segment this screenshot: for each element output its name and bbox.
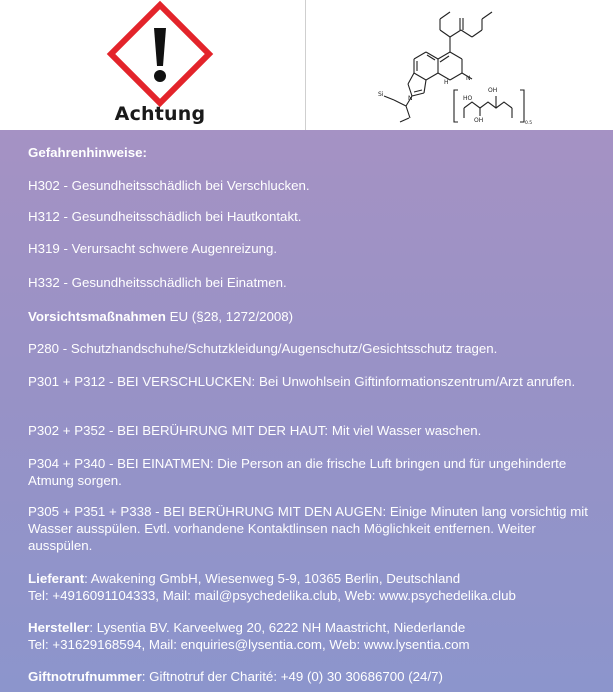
hazard-heading: Gefahrenhinweise: [28,145,147,160]
header-divider [305,0,306,130]
emergency-line [28,668,593,685]
svg-text:OH: OH [488,87,498,94]
hazard-statement: H332 - Gesundheitsschädlich bei Einatmen. [28,275,287,290]
structure-subscript: 0.5 [525,121,533,126]
supplier-line [28,570,593,587]
supplier-label: Lieferant [28,571,85,586]
precaution-statement: P305 + P351 + P338 - BEI BERÜHRUNG MIT DEN AUGEN: Einige Minuten lang vorsichtig mit Wasser ausspülen. Evtl. vorhandene Kontaktlinsen nach Möglichkeit entfernen. Weiter ausspülen. [28,504,588,553]
manufacturer-contact: Tel: +31629168594, Mail: enquiries@lysentia.com, Web: www.lysentia.com [28,637,470,652]
precaution-statement: P302 + P352 - BEI BERÜHRUNG MIT DER HAUT: Mit viel Wasser waschen. [28,423,482,438]
supplier-contact: Tel: +4916091104333, Mail: mail@psychedelika.club, Web: www.psychedelika.club [28,588,516,603]
precaution-statement: P301 + P312 - BEI VERSCHLUCKEN: Bei Unwohlsein Giftinformationszentrum/Arzt anrufen. [28,374,576,389]
exclamation-hazard-icon [108,2,212,106]
svg-text:N: N [408,95,413,102]
manufacturer-label: Hersteller [28,620,90,635]
emergency-number: : Giftnotruf der Charité: +49 (0) 30 30686700 (24/7) [141,669,443,684]
supplier-address: : Awakening GmbH, Wiesenweg 5-9, 10365 Berlin, Deutschland [84,571,461,586]
hazard-statement: H312 - Gesundheitsschädlich bei Hautkontakt. [28,209,302,224]
manufacturer-address: : Lysentia BV. Karveelweg 20, 6222 NH Maastricht, Niederlande [89,620,466,635]
precaution-statement: P280 - Schutzhandschuhe/Schutzkleidung/Augenschutz/Gesichtsschutz tragen. [28,341,498,356]
precaution-heading-bold: Vorsichtsmaßnahmen [28,309,166,324]
precaution-heading [28,308,593,325]
svg-text:N: N [466,75,471,82]
svg-text:Si: Si [378,91,384,98]
precaution-statement: P304 + P340 - BEI EINATMEN: Die Person an die frische Luft bringen und für ungehinderte Atmung sorgen. [28,456,567,488]
svg-text:H: H [444,79,449,86]
svg-text:OH: OH [474,117,484,124]
manufacturer-line [28,619,593,636]
precaution-heading-rest: EU (§28, 1272/2008) [165,309,294,324]
hazard-statement: H302 - Gesundheitsschädlich bei Verschlucken. [28,178,310,193]
header-panel [0,0,613,130]
emergency-label: Giftnotrufnummer [28,669,142,684]
safety-info-panel [0,130,613,692]
pictogram-caption: Achtung [114,103,206,125]
hazard-statement: H319 - Verursacht schwere Augenreizung. [28,241,278,256]
svg-text:HO: HO [463,95,473,102]
chemical-structure-icon [370,0,533,128]
